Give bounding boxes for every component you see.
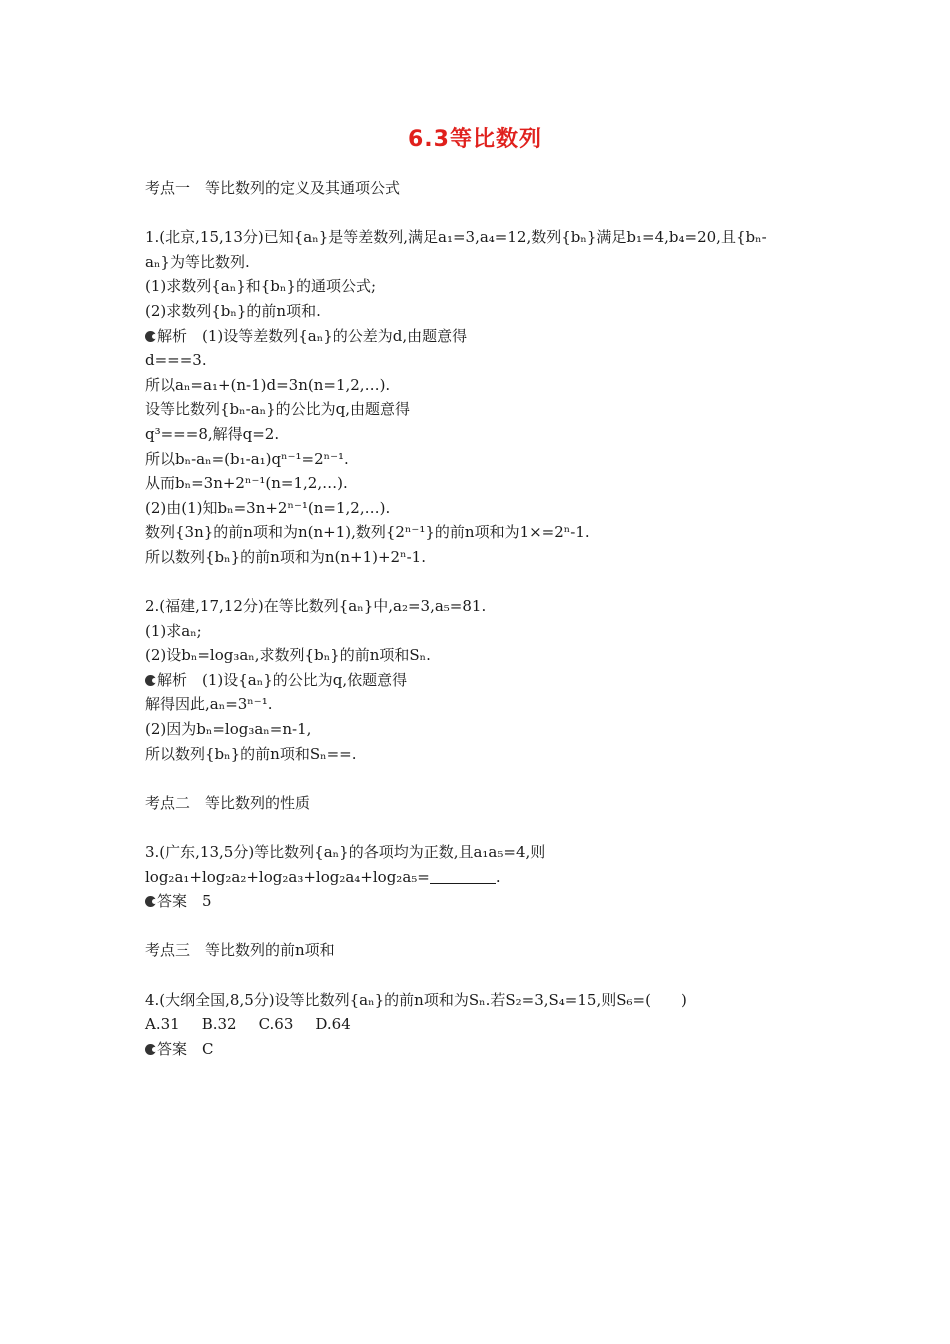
question-1-line: 1.(北京,15,13分)已知{aₙ}是等差数列,满足a₁=3,a₄=12,数列{bₙ}满足b₁=4,b₄=20,且{bₙ-: [145, 228, 767, 247]
document-title: 6.3等比数列: [408, 127, 542, 152]
answer-marker-icon: [145, 1044, 156, 1055]
question-4-options: [145, 1012, 810, 1037]
solution-line: 所以数列{bₙ}的前n项和Sₙ==.: [145, 744, 357, 763]
question-3-expression: log₂a₁+log₂a₂+log₂a₃+log₂a₄+log₂a₅=: [145, 867, 430, 886]
document-body: [145, 176, 810, 1061]
option-c: C.63: [258, 1015, 294, 1034]
solution-line: (1)设等差数列{aₙ}的公差为d,由题意得: [187, 326, 468, 345]
question-3-line: 3.(广东,13,5分)等比数列{aₙ}的各项均为正数,且a₁a₅=4,则: [145, 843, 546, 862]
answer-value: C: [187, 1039, 214, 1058]
solution-marker-icon: [145, 331, 156, 342]
answer-value: 5: [187, 892, 212, 911]
question-4: [145, 988, 810, 1062]
answer-3: [145, 889, 810, 914]
question-1-line: aₙ}为等比数列.: [145, 252, 250, 271]
solution-line: d===3.: [145, 351, 207, 370]
section-heading-2: 考点二 等比数列的性质: [145, 793, 311, 812]
option-b: B.32: [201, 1015, 237, 1034]
solution-label: 解析: [157, 326, 188, 345]
answer-label: 答案: [157, 1039, 188, 1058]
question-3-line: [145, 865, 810, 890]
option-d: D.64: [315, 1015, 351, 1034]
option-a: A.31: [145, 1015, 180, 1034]
solution-marker-icon: [145, 675, 156, 686]
solution-line: 所以数列{bₙ}的前n项和为n(n+1)+2ⁿ-1.: [145, 547, 426, 566]
solution-1-header: [145, 324, 810, 349]
solution-line: 设等比数列{bₙ-aₙ}的公比为q,由题意得: [145, 400, 411, 419]
question-3: [145, 840, 810, 914]
question-1-line: (1)求数列{aₙ}和{bₙ}的通项公式;: [145, 277, 376, 296]
question-1: [145, 225, 810, 569]
answer-label: 答案: [157, 892, 188, 911]
solution-line: (1)设{aₙ}的公比为q,依题意得: [187, 670, 408, 689]
solution-line: 所以aₙ=a₁+(n-1)d=3n(n=1,2,…).: [145, 375, 391, 394]
question-4-line: 4.(大纲全国,8,5分)设等比数列{aₙ}的前n项和为Sₙ.若S₂=3,S₄=15,则S₆=( ): [145, 990, 687, 1009]
solution-line: 解得因此,aₙ=3ⁿ⁻¹.: [145, 695, 273, 714]
question-2-line: (1)求aₙ;: [145, 621, 202, 640]
question-2: [145, 594, 810, 766]
solution-2-header: [145, 668, 810, 693]
solution-line: 从而bₙ=3n+2ⁿ⁻¹(n=1,2,…).: [145, 474, 348, 493]
solution-line: (2)因为bₙ=log₃aₙ=n-1,: [145, 720, 312, 739]
solution-label: 解析: [157, 670, 188, 689]
question-2-line: (2)设bₙ=log₃aₙ,求数列{bₙ}的前n项和Sₙ.: [145, 646, 431, 665]
question-1-line: (2)求数列{bₙ}的前n项和.: [145, 301, 321, 320]
solution-line: q³===8,解得q=2.: [145, 424, 280, 443]
answer-blank: [430, 870, 496, 884]
question-3-period: .: [495, 867, 501, 886]
answer-4: [145, 1037, 810, 1062]
solution-line: 所以bₙ-aₙ=(b₁-a₁)qⁿ⁻¹=2ⁿ⁻¹.: [145, 449, 349, 468]
solution-line: (2)由(1)知bₙ=3n+2ⁿ⁻¹(n=1,2,…).: [145, 498, 391, 517]
solution-line: 数列{3n}的前n项和为n(n+1),数列{2ⁿ⁻¹}的前n项和为1×=2ⁿ-1.: [145, 523, 590, 542]
answer-marker-icon: [145, 896, 156, 907]
question-2-line: 2.(福建,17,12分)在等比数列{aₙ}中,a₂=3,a₅=81.: [145, 597, 487, 616]
section-heading-3: 考点三 等比数列的前n项和: [145, 941, 335, 960]
section-heading-1: 考点一 等比数列的定义及其通项公式: [145, 179, 401, 197]
